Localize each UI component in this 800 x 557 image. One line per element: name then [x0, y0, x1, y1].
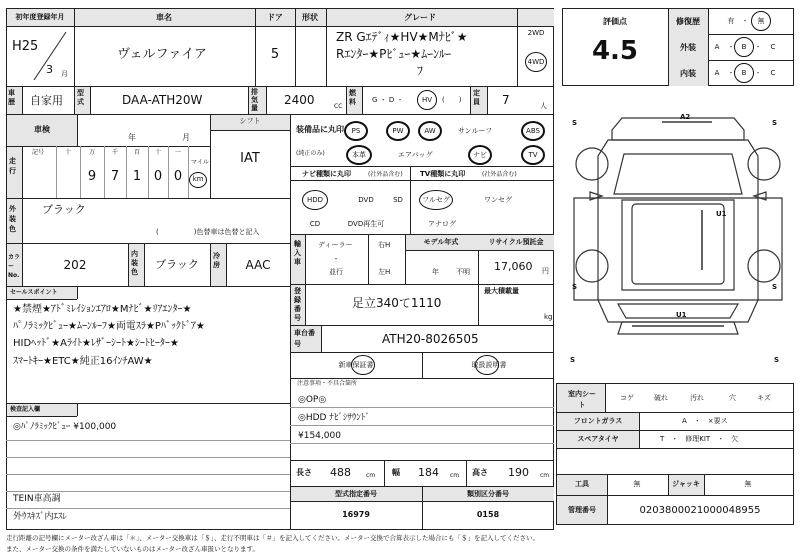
door-label: ドア: [267, 13, 283, 22]
color-no: 202: [63, 258, 87, 272]
int-c: C: [770, 69, 776, 77]
score-label: 評価点: [603, 17, 627, 26]
digit-4: 0: [153, 169, 163, 184]
ext-a: A: [714, 43, 720, 51]
mile-label: マイル: [191, 159, 209, 166]
digit-3: 1: [132, 169, 142, 184]
capacity-value: 7: [502, 93, 510, 107]
notes-line-3: ¥154,000: [298, 431, 341, 441]
usage-value: 自家用: [30, 94, 63, 107]
import-label: 輸入車: [294, 240, 301, 266]
grade-line-1: ZR Gｴﾃﾞｨ★HV★Mﾅﾋﾞ★: [336, 30, 468, 44]
import-parallel[interactable]: 並行: [329, 268, 343, 276]
inspector-line-2: TEIN車高調: [13, 494, 61, 504]
import-left-h[interactable]: 左H: [378, 268, 391, 276]
displacement-value: 2400: [284, 93, 315, 107]
diagram-label-a2: A2: [680, 113, 691, 121]
seat-label: 室内シート: [568, 390, 596, 409]
repair-opt-no: 無: [757, 17, 765, 25]
fuel-paren: ( ): [442, 96, 462, 104]
tools-label: 工具: [575, 480, 589, 488]
reg-month: 3: [46, 63, 53, 76]
mgmt-label: 管理番号: [568, 506, 596, 514]
tools-value: 無: [633, 480, 641, 488]
diagram-s-2: S: [772, 119, 778, 127]
exterior-label: 外装: [680, 43, 696, 52]
registration-value: 足立340て1110: [352, 296, 442, 310]
repair-opt-dot: ・: [741, 17, 749, 25]
int-a: A: [714, 69, 720, 77]
equip-pw[interactable]: PW: [386, 121, 410, 141]
fuel-options: G ・ D ・: [372, 96, 404, 104]
seat-opt-scratch[interactable]: キズ: [757, 394, 771, 402]
score-value: 4.5: [591, 36, 639, 66]
digit-label-2: 万: [88, 149, 96, 156]
digit-2: 7: [110, 169, 120, 184]
month-unit: 月: [61, 70, 68, 78]
height-unit: cm: [540, 472, 550, 479]
mileage-label: 走行: [9, 157, 16, 175]
person-unit: 人: [540, 102, 547, 110]
notes-line-2: ◎HDD ﾅﾋﾞｼｻｳﾝﾄﾞ: [298, 413, 370, 423]
windshield-label: フロントガラス: [573, 417, 623, 425]
grade-line-2: Rｴﾝﾀｰ★Pﾋﾞｭｰ★ﾑｰﾝﾙｰ: [336, 47, 452, 61]
color-note: ( )色替車は色替と記入: [156, 228, 260, 236]
spare-label: スペアタイヤ: [577, 435, 619, 443]
diagram-s-1: S: [572, 119, 578, 127]
shift-label: シフト: [239, 117, 261, 125]
reg-year-label: 初年度登録年月: [15, 13, 65, 21]
jack-value: 無: [744, 480, 752, 488]
diagram-s-3: S: [572, 283, 578, 291]
navi-cd[interactable]: CD: [309, 220, 321, 228]
equipment-label: 装備品に丸印: [296, 125, 344, 134]
ac-label: 冷房: [213, 252, 220, 269]
height-label: 高さ: [472, 468, 488, 477]
interior-label: 内装色: [131, 250, 138, 276]
inspector-label: 検査記入欄: [10, 406, 41, 413]
chassis-label: 車台番号: [294, 329, 315, 348]
class-no: 0158: [476, 510, 500, 519]
door-count: 5: [270, 47, 280, 62]
sales-line-4: ｽﾏｰﾄｷｰ★ETC★純正16ｲﾝﾁAW★: [13, 356, 153, 367]
cc-unit: CC: [334, 103, 343, 110]
mgmt-value: 0203800021000048955: [639, 505, 761, 516]
shape-label: 形状: [302, 13, 318, 22]
navi-sublabel: (社外品含む): [368, 171, 403, 178]
interior-color: ブラック: [155, 258, 199, 271]
manual[interactable]: 取扱説明書: [471, 361, 507, 369]
displacement-label: 排気量: [251, 88, 258, 112]
max-load-unit: kg: [544, 313, 553, 321]
equip-tv[interactable]: TV: [521, 145, 545, 165]
exterior-color: ブラック: [42, 203, 86, 216]
car-name: ヴェルファイア: [117, 47, 207, 62]
recycle-value: 17,060: [494, 260, 533, 273]
class-no-label: 類別区分番号: [467, 490, 509, 498]
windshield-value: A ・ ×要ス: [682, 417, 728, 425]
int-dot-2: ・: [754, 69, 762, 77]
navi-hdd[interactable]: HDD: [306, 196, 324, 204]
repair-label: 修復歴: [676, 17, 700, 26]
digit-5: 0: [173, 169, 183, 184]
reg-era: H25: [12, 39, 39, 54]
inspection-year: 年: [128, 133, 136, 142]
recycle-label: リサイクル預託金: [488, 238, 544, 246]
drive-4wd: 4WD: [527, 58, 545, 66]
new-car-warranty[interactable]: 新車保証書: [338, 361, 374, 369]
digit-label-5: 十: [154, 149, 162, 156]
ac-value: AAC: [245, 258, 271, 272]
inspector-line-3: 外ｳｽｷｽﾞ内ｴｽﾚ: [13, 512, 68, 522]
spare-value: T ・ 修理KIT ・ 欠: [660, 435, 739, 443]
inspector-line-1: ◎ﾊﾟﾉﾗﾐｯｸﾋﾞｭｰ ¥100,000: [13, 422, 117, 432]
seat-opt-hole[interactable]: 穴: [729, 394, 736, 402]
diagram-s-4: S: [772, 283, 778, 291]
width-unit: cm: [450, 472, 460, 479]
tv-analog[interactable]: アナログ: [428, 220, 456, 228]
model-year-unit: 年: [432, 268, 439, 276]
int-dot-1: ・: [727, 69, 735, 77]
import-dot: ・: [332, 255, 340, 263]
diagram-label-u1-side: U1: [716, 210, 727, 218]
navi-dvd[interactable]: DVD: [358, 196, 374, 204]
repair-opt-yes: 有: [727, 17, 735, 25]
fuel-label: 燃料: [349, 89, 356, 106]
registration-label: 登録番号: [294, 287, 301, 322]
ext-b: B: [741, 43, 747, 51]
equip-ps[interactable]: PS: [344, 121, 368, 141]
equip-navi[interactable]: ナビ: [468, 145, 492, 165]
length-label: 長さ: [296, 468, 312, 477]
diagram-label-u1-rear: U1: [676, 311, 687, 319]
capacity-label: 定員: [473, 89, 480, 106]
sales-line-2: ﾊﾟﾉﾗﾐｯｸﾋﾞｭｰ★ﾑｰﾝﾙｰﾌ★両電ｽﾗ★Pﾊﾞｯｸﾄﾞｱ★: [13, 321, 205, 332]
grade-line-3: ﾌ: [416, 64, 424, 78]
length-value: 488: [330, 466, 351, 479]
sales-line-3: HIDﾍｯﾄﾞ★Aﾗｲﾄ★ﾚｻﾞｰｼｰﾄ★ｼｰﾄﾋｰﾀｰ★: [13, 338, 179, 349]
height-value: 190: [508, 466, 529, 479]
color-label: 外装色: [9, 205, 16, 233]
max-load-label: 最大積載量: [484, 287, 519, 295]
seat-opt-burn[interactable]: コゲ: [620, 394, 634, 402]
tv-oneseg[interactable]: ワンセグ: [484, 196, 512, 204]
sales-points-label: セールスポイント: [10, 289, 58, 296]
length-unit: cm: [366, 472, 376, 479]
ext-c: C: [770, 43, 776, 51]
recycle-yen: 円: [542, 267, 549, 275]
inspection-label: 車検: [34, 125, 50, 134]
usage-label: 車歴: [8, 89, 15, 106]
sales-line-1: ★禁煙★ｱﾄﾞﾐﾚｲｼｮﾝｴｱﾛ★Mﾅﾋﾞ★ﾘｱｴﾝﾀｰ★: [13, 304, 192, 315]
mileage-sublabel: 記号: [32, 149, 45, 156]
model-label: 型式: [77, 89, 84, 106]
tv-fullseg[interactable]: フルセグ: [422, 196, 450, 204]
equip-sunroof[interactable]: サンルーフ: [458, 127, 493, 135]
equip-aw[interactable]: AW: [418, 121, 442, 141]
equipment-sublabel: (純正のみ): [296, 150, 325, 157]
ext-dot-1: ・: [727, 43, 735, 51]
interior-score-label: 内装: [680, 69, 696, 78]
diagram-s-5: S: [570, 356, 576, 364]
tv-label: TV種類に丸印: [420, 170, 466, 178]
tv-sublabel: (社外品含む): [482, 171, 517, 178]
type-no: 16979: [342, 510, 370, 519]
diagram-s-6: S: [774, 356, 780, 364]
navi-dvd-play[interactable]: DVD再生可: [347, 220, 385, 228]
width-value: 184: [418, 466, 439, 479]
type-no-label: 型式指定番号: [335, 490, 377, 498]
notes-line-1: ◎OP◎: [298, 395, 327, 405]
ext-dot-2: ・: [754, 43, 762, 51]
car-name-label: 車名: [156, 13, 172, 22]
grade-label: グレード: [404, 13, 436, 22]
footer-line-2: また、メーター交換の条件を満たしていないものはメーター改ざん車扱いとなります。: [6, 545, 259, 553]
km-label: km: [192, 175, 204, 183]
fuel-selected: HV: [421, 96, 433, 104]
seat-opt-tear[interactable]: 破れ: [654, 394, 668, 402]
jack-label: ジャッキ: [672, 480, 700, 488]
digit-label-4: 百: [133, 149, 141, 156]
footer-line-1: 走行距離の記号欄にメーター改ざん車は「＊」、メーター交換車は「＄」、走行不明車は「＃」を記入してください。メーター交換で合算表示した場合にも「＄」を記入してください。: [6, 534, 539, 542]
width-label: 幅: [392, 468, 400, 477]
digit-1: 9: [87, 169, 97, 184]
model-year-label: モデル年式: [423, 238, 459, 246]
inspection-month: 月: [182, 133, 190, 142]
shift-value: IAT: [240, 151, 260, 166]
color-no-label: カラーNo.: [8, 254, 21, 279]
seat-opt-dirt[interactable]: 汚れ: [690, 394, 704, 402]
digit-label-3: 千: [111, 149, 119, 156]
navi-label: ナビ種類に丸印: [302, 170, 351, 178]
import-dealer[interactable]: ディーラー: [318, 241, 353, 249]
digit-label-6: 一: [174, 149, 182, 156]
int-b: B: [741, 69, 747, 77]
equip-airbag[interactable]: エアバッグ: [398, 151, 433, 159]
drive-2wd: 2WD: [527, 29, 545, 37]
digit-label-1: 十: [64, 149, 72, 156]
chassis-value: ATH20-8026505: [382, 332, 479, 346]
model-year-unknown: 不明: [456, 268, 470, 276]
equip-abs[interactable]: ABS: [521, 121, 545, 141]
import-right-h[interactable]: 右H: [378, 241, 391, 249]
equip-leather[interactable]: 本革: [346, 145, 372, 165]
car-damage-diagram[interactable]: [562, 100, 794, 372]
notes-label: 注意事項・不具合箇所: [297, 380, 358, 387]
model-value: DAA-ATH20W: [122, 93, 203, 107]
navi-sd[interactable]: SD: [393, 196, 403, 204]
